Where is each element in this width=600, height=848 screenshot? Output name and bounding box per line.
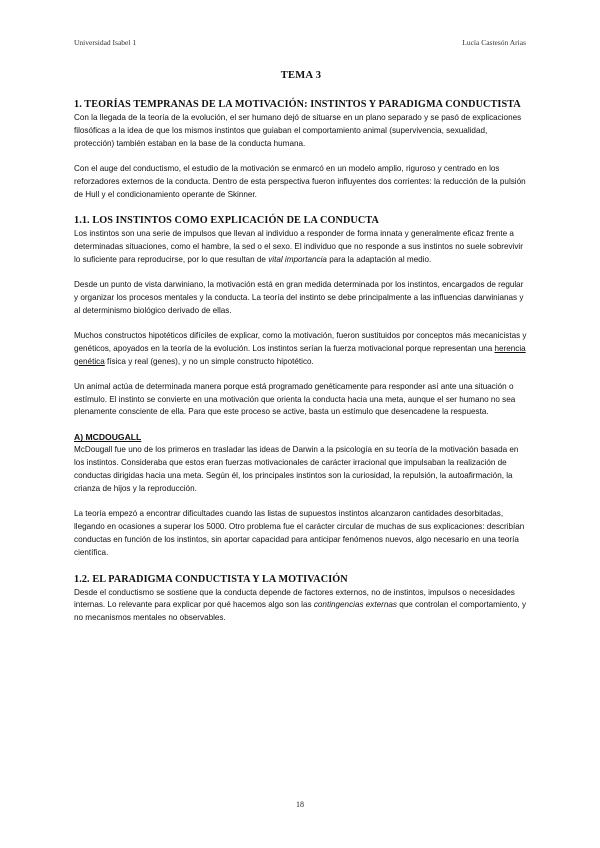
mcdougall-heading: A) MCDOUGALL [74,432,142,443]
underline-herencia-genetica: herencia genética [74,343,526,366]
section-1-1-paragraph-3: Muchos constructos hipotéticos difíciles de explicar, como la motivación, fueron sustituidos por conceptos más mecanicistas y genéticos, apoyados en la teoría de la evolución. Los instintos serían la fuerza motivacional porque representan una herencia genética física y real (genes), y no un simple constructo hipotético. [74,330,527,366]
section-1-paragraph-2: Con el auge del conductismo, el estudio de la motivación se enmarcó en un modelo amplio, riguroso y centrado en los reforzadores externos de la conducta. Dentro de esta perspectiva fueron influyentes dos corrientes: la reducción de la pulsión de Hull y el condicionamiento operante de Skinner. [74,163,526,199]
page-content [74,70,528,625]
section-1-2-paragraph-1: Desde el conductismo se sostiene que la conducta depende de factores externos, no de instintos, impulsos o necesidades internas. Lo relevante para explicar por qué hacemos algo son las contingencias externas que controlan el comportamiento, y no mecanismos mentales no observables. [74,587,527,623]
emphasis-contingencias-externas: contingencias externas [313,600,397,610]
header-left: Universidad Isabel 1 [74,38,137,47]
header-right: Lucía Castesón Arias [462,38,526,47]
mcdougall-paragraph-1: McDougall fue uno de los primeros en trasladar las ideas de Darwin a la psicología en su teoría de la motivación basada en los instintos. Consideraba que estos eran fuerzas motivacionales de carácter irracional que impulsaban la realización de conductas dirigidas hacia una meta. Según él, los principales instintos son la curiosidad, la repulsión, la autoafirmación, la crianza de hijos y la reproducción. [74,445,519,494]
section-1-1-paragraph-1: Los instintos son una serie de impulsos que llevan al individuo a responder de forma innata y generalmente eficaz frente a determinadas situaciones, como el hambre, la sed o el sexo. El individuo que no responde a sus instintos no suele sobrevivir lo suficiente para reproducirse, por lo que resultan de vital importancia para la adaptación al medio. [74,229,523,265]
emphasis-vital-importancia: vital importancia [268,255,327,265]
section-1-1-paragraph-4: Un animal actúa de determinada manera porque está programado genéticamente para responder así ante una situación o estímulo. El instinto se convierte en una motivación que orienta la conducta hacia una meta, aunque el ser humano no sea plenamente consciente de ella. Para que este proceso se active, basta un estímulo que desencadene la respuesta. [74,381,516,417]
section-1-1-paragraph-2: Desde un punto de vista darwiniano, la motivación está en gran medida determinada por los instintos, encargados de regular y organizar los procesos mentales y la conducta. La teoría del instinto se debe principalmente a las influencias darwinianas y al determinismo biológico derivado de ellas. [74,280,524,315]
section-1-paragraph-1: Con la llegada de la teoría de la evolución, el ser humano dejó de situarse en un plano separado y se pasó de explicaciones filosóficas a la idea de que los mismos instintos que guiaban el comportamiento animal (supervivencia, sexualidad, protección) también estaban en la base de la conducta humana. [74,113,522,148]
page-title: TEMA 3 [280,70,322,81]
page-number: 18 [296,800,304,809]
section-1-heading: 1. TEORÍAS TEMPRANAS DE LA MOTIVACIÓN: INSTINTOS Y PARADIGMA CONDUCTISTA [74,99,521,110]
section-1-2-heading: 1.2. EL PARADIGMA CONDUCTISTA Y LA MOTIVACIÓN [74,573,348,585]
section-1-1-heading: 1.1. LOS INSTINTOS COMO EXPLICACIÓN DE LA CONDUCTA [74,215,379,227]
mcdougall-paragraph-2: La teoría empezó a encontrar dificultades cuando las listas de supuestos instintos alcanzaron cantidades desorbitadas, llegando en ocasiones a superar los 5000. Otro problema fue el carácter circular de muchas de sus explicaciones: describían conductas en función de los instintos, sin aportar capacidad para anticipar fenómenos nuevos, algo necesario en una teoría científica. [74,508,525,557]
